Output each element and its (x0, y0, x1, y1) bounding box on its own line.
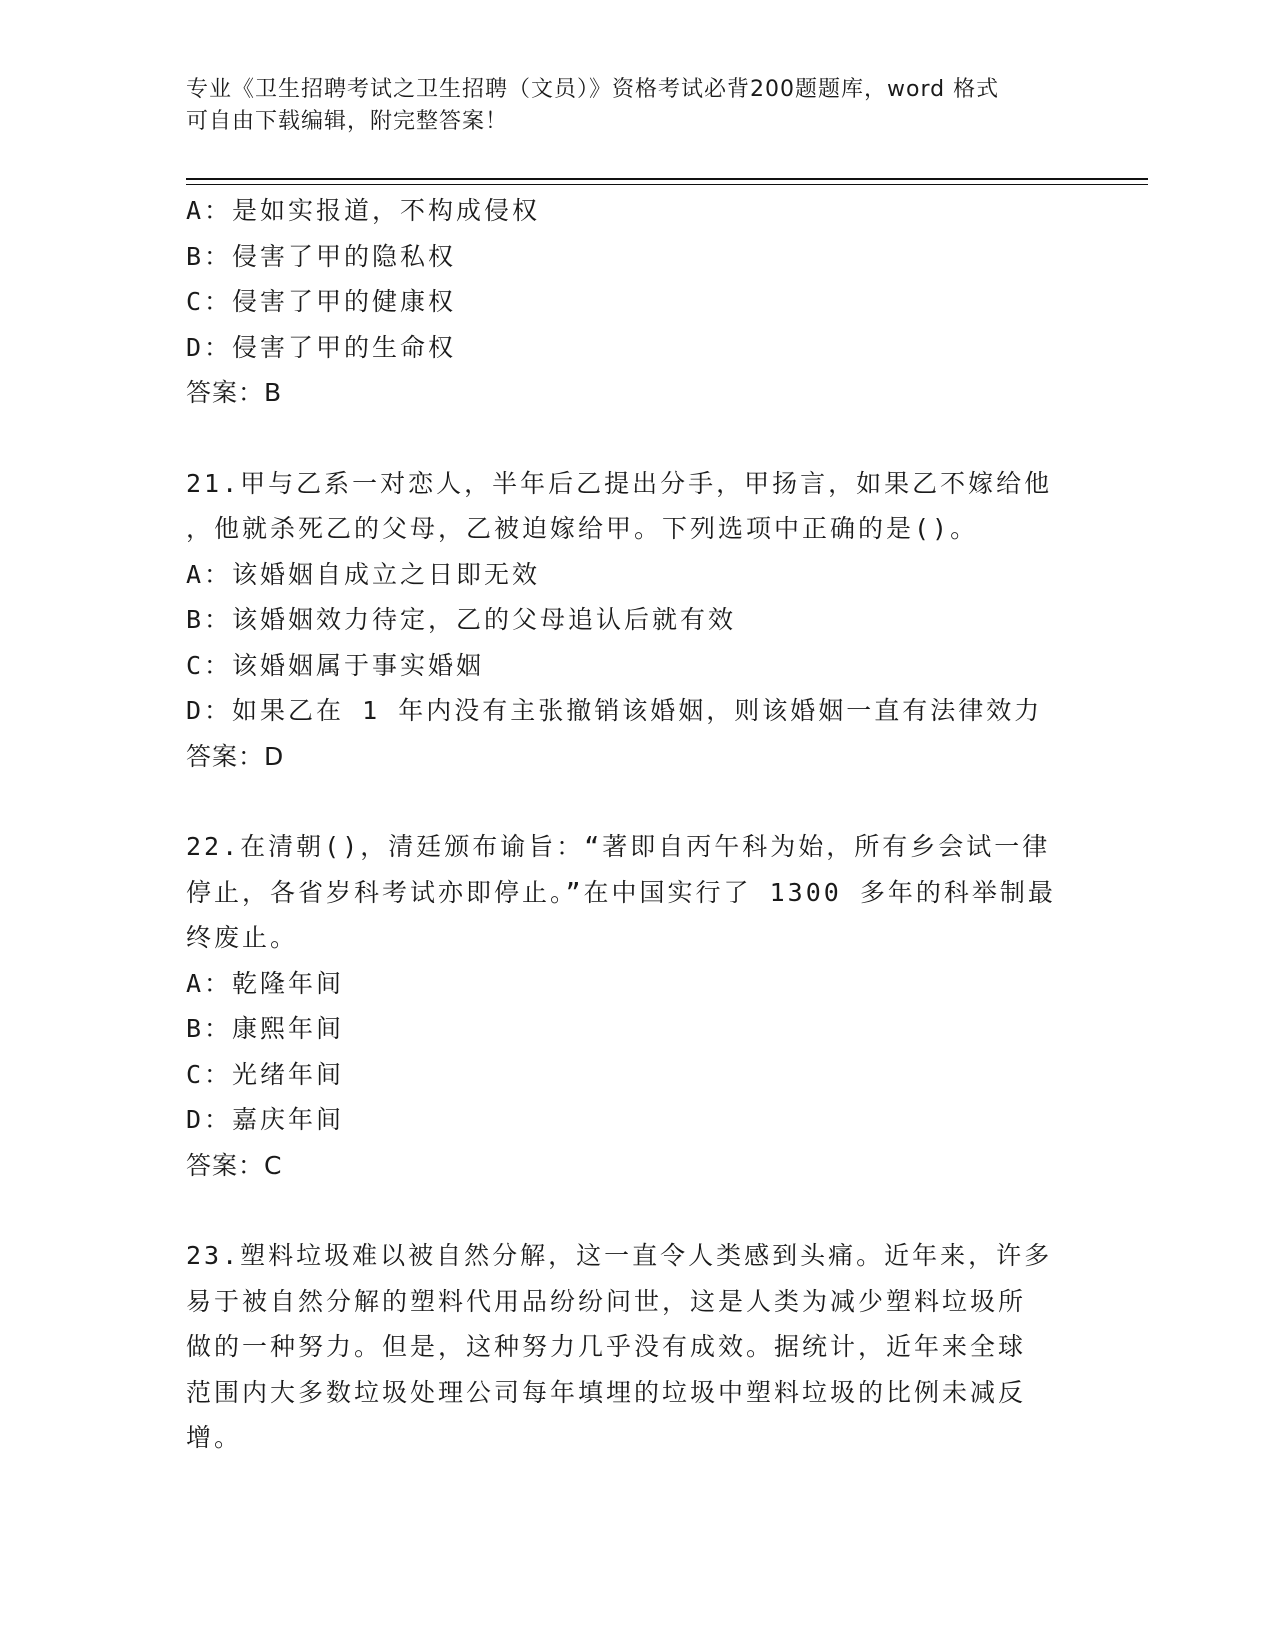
q22-answer: 答案：C (186, 1150, 283, 1180)
q23-stem-line-1: 23.塑料垃圾难以被自然分解，这一直令人类感到头痛。近年来，许多 (186, 1241, 1053, 1270)
q20-option-a: A：是如实报道，不构成侵权 (186, 196, 541, 225)
question-spacer (186, 779, 1086, 824)
header-divider-thick (186, 178, 1148, 180)
page-header (186, 74, 1066, 138)
q21-option-b: B：该婚姻效力待定，乙的父母追认后就有效 (186, 605, 737, 634)
header-title-line-1: 专业《卫生招聘考试之卫生招聘（文员）》资格考试必背200题题库，word 格式 (186, 77, 1000, 102)
q20-option-c: C：侵害了甲的健康权 (186, 287, 457, 316)
q23-stem-line-3: 做的一种努力。但是，这种努力几乎没有成效。据统计，近年来全球 (186, 1332, 1027, 1361)
q20-answer: 答案：B (186, 378, 283, 407)
header-title-line-2: 可自由下载编辑，附完整答案！ (186, 109, 509, 134)
q22-stem-line-1: 22.在清朝()，清廷颁布谕旨：“著即自丙午科为始，所有乡会试一律 (186, 832, 1051, 861)
q23-stem-line-5: 增。 (186, 1423, 243, 1452)
header-divider-thin (186, 184, 1148, 185)
q20-option-d: D：侵害了甲的生命权 (186, 332, 457, 362)
question-content (186, 188, 1086, 1461)
q23-stem-line-4: 范围内大多数垃圾处理公司每年填埋的垃圾中塑料垃圾的比例未减反 (186, 1377, 1027, 1407)
q21-option-c: C：该婚姻属于事实婚姻 (186, 650, 485, 680)
q22-stem-line-3: 终废止。 (186, 923, 299, 952)
q21-stem-line-1: 21.甲与乙系一对恋人，半年后乙提出分手，甲扬言，如果乙不嫁给他 (186, 468, 1053, 498)
question-20-block (186, 188, 1086, 416)
q22-stem-line-2: 停止，各省岁科考试亦即停止。”在中国实行了 1300 多年的科举制最 (186, 877, 1056, 907)
question-22-block (186, 824, 1086, 1188)
question-spacer (186, 1188, 1086, 1233)
q22-option-c: C：光绪年间 (186, 1059, 345, 1089)
q21-stem-line-2: ，他就杀死乙的父母，乙被迫嫁给甲。下列选项中正确的是()。 (186, 514, 979, 543)
q21-option-d: D：如果乙在 1 年内没有主张撤销该婚姻，则该婚姻一直有法律效力 (186, 696, 1043, 725)
question-23-block (186, 1233, 1086, 1461)
q20-option-b: B：侵害了甲的隐私权 (186, 241, 457, 271)
question-21-block (186, 461, 1086, 780)
q23-stem-line-2: 易于被自然分解的塑料代用品纷纷问世，这是人类为减少塑料垃圾所 (186, 1286, 1027, 1316)
q21-answer: 答案：D (186, 741, 285, 771)
question-spacer (186, 416, 1086, 461)
q21-option-a: A：该婚姻自成立之日即无效 (186, 559, 541, 589)
q22-option-d: D：嘉庆年间 (186, 1105, 345, 1134)
q22-option-b: B：康熙年间 (186, 1014, 345, 1043)
q22-option-a: A：乾隆年间 (186, 968, 345, 998)
